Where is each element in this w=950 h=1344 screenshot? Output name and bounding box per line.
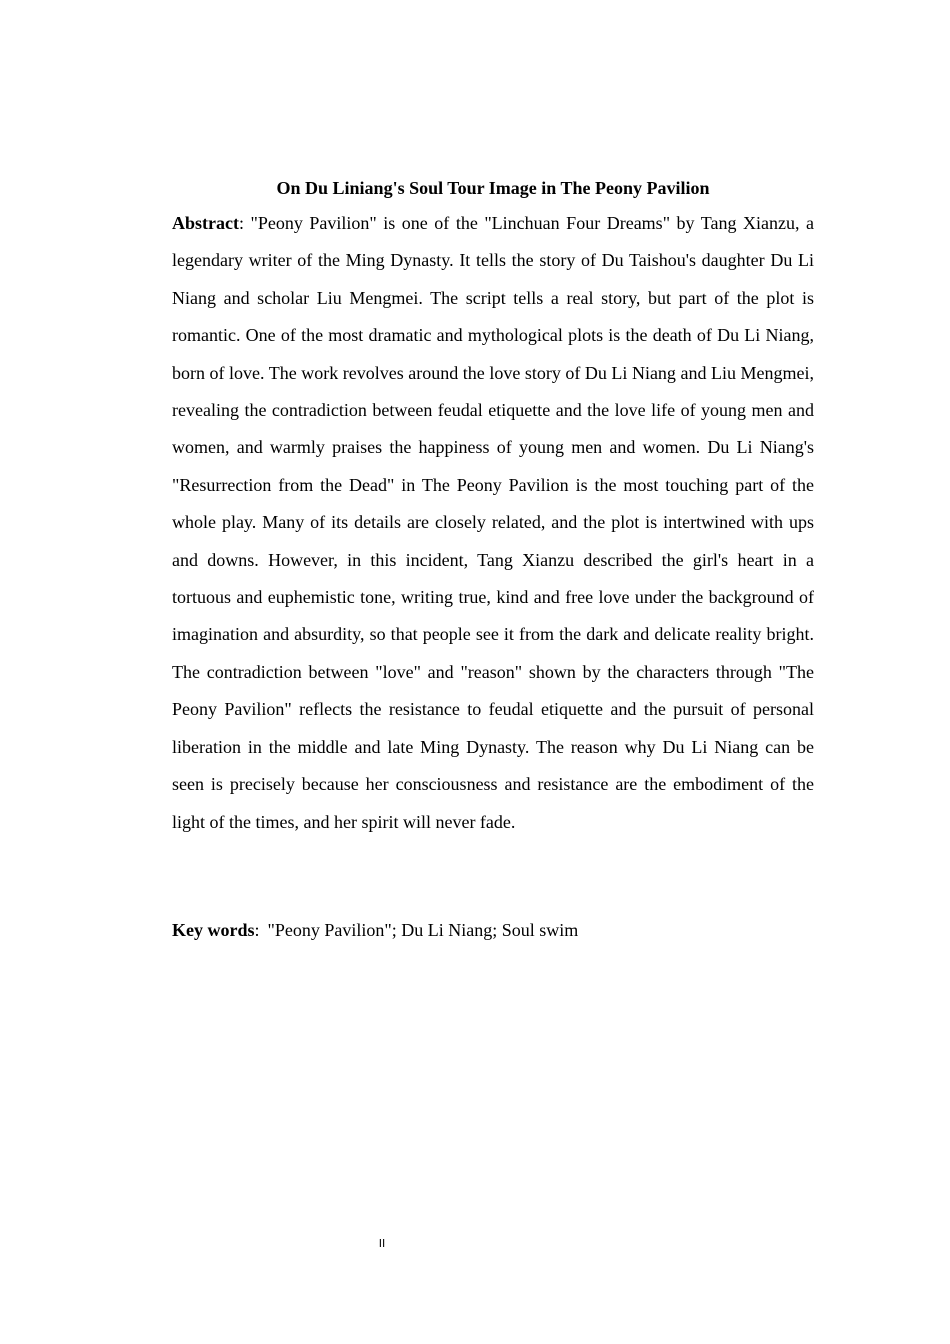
keywords-line (172, 913, 814, 947)
abstract-label: Abstract (172, 213, 239, 233)
abstract-paragraph (172, 205, 814, 841)
keywords-separator: : (254, 920, 260, 940)
page-number: II (378, 1237, 386, 1250)
abstract-separator: : (238, 213, 244, 233)
keywords-label: Key words (172, 920, 255, 940)
keywords-text: "Peony Pavilion"; Du Li Niang; Soul swim (267, 920, 579, 940)
abstract-text: "Peony Pavilion" is one of the "Linchuan Four Dreams" by Tang Xianzu, a legendary writer of the Ming Dynasty. It tells the story of Du Taishou's daughter Du Li Niang and scholar Liu Mengmei. The script tells a real story, but part of the plot is romantic. One of the most dramatic and mythological plots is the death of Du Li Niang, born of love. The work revolves around the love story of Du Li Niang and Liu Mengmei, revealing the contradiction between feudal etiquette and the love life of young men and women, and warmly praises the happiness of young men and women. Du Li Niang's "Resurrection from the Dead" in The Peony Pavilion is the most touching part of the whole play. Many of its details are closely related, and the plot is intertwined with ups and downs. However, in this incident, Tang Xianzu described the girl's heart in a tortuous and euphemistic tone, writing true, kind and free love under the background of imagination and absurdity, so that people see it from the dark and delicate reality bright. The contradiction between "love" and "reason" shown by the characters through "The Peony Pavilion" reflects the resistance to feudal etiquette and the pursuit of personal liberation in the middle and late Ming Dynasty. The reason why Du Li Niang can be seen is precisely because her consciousness and resistance are the embodiment of the light of the times, and her spirit will never fade. (172, 213, 814, 832)
page-title: On Du Liniang's Soul Tour Image in The Peony Pavilion (276, 178, 710, 198)
